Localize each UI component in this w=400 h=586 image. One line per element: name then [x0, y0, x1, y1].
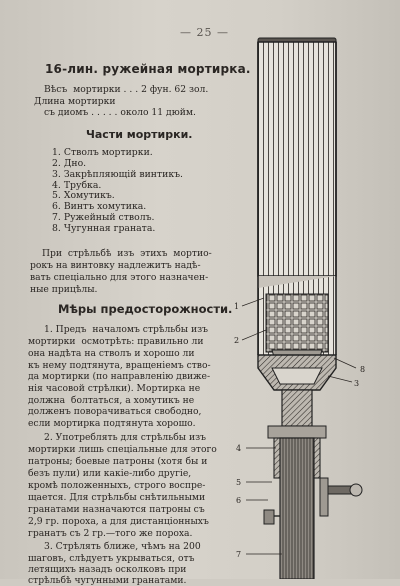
rule-line: должна болтаться, а хомутикъ не — [28, 395, 195, 406]
mortar-barrel — [258, 38, 336, 355]
rule-line: 3. Стрѣлять ближе, чѣмъ на 200 — [44, 541, 201, 552]
rule-line: да мортирки (по направленію движе- — [28, 371, 211, 382]
rifle-barrel — [264, 438, 314, 579]
figure-label: 6 — [236, 496, 242, 505]
figure-label: 2 — [234, 336, 240, 345]
rule-line: стрѣльбѣ чугунными гранатами. — [28, 575, 187, 586]
rule-line: 1. Предъ началомъ стрѣльбы изъ — [44, 324, 209, 335]
list-item: 2. Дно. — [52, 157, 87, 169]
mortar-drawing — [228, 30, 400, 579]
section-title: 16-лин. ружейная мортирка. — [45, 62, 251, 76]
rule-line: шаговъ, слѣдуетъ укрываться, отъ — [28, 553, 195, 564]
figure-label: 3 — [354, 379, 360, 388]
mortar-base — [258, 355, 336, 426]
rule-line: летящихъ назадъ осколковъ при — [28, 564, 187, 575]
list-item: 6. Винтъ хомутика. — [52, 201, 147, 213]
intro-line: рокъ на винтовку надлежитъ надѣ- — [30, 260, 201, 271]
rule-line: гранатъ съ 2 гр.—того же пороха. — [28, 528, 193, 539]
page-number: — 25 — — [180, 26, 229, 39]
rule-line: 2. Употреблять для стрѣльбы изъ — [44, 432, 206, 443]
figure-label: 4 — [236, 444, 242, 453]
parts-title: Части мортирки. — [86, 128, 193, 141]
intro-line: ные прицѣлы. — [30, 284, 98, 295]
rule-line: нія часовой стрѣлки). Мортирка не — [28, 383, 201, 394]
figure-label: 1 — [234, 302, 240, 311]
rule-line: патроны; боевые патроны (хотя бы и — [28, 456, 208, 467]
rule-line: если мортирка подтянута хорошо. — [28, 418, 196, 429]
rule-line: мортирки лишь спеціальные для этого — [28, 444, 217, 455]
spec-length-value: съ диомъ . . . . . около 11 дюйм. — [44, 107, 196, 118]
parts-list — [52, 148, 183, 235]
rule-line: мортирки осмотрѣть: правильно ли — [28, 336, 204, 347]
list-item: 4. Трубка. — [52, 179, 102, 191]
precautions-title: Мѣры предосторожности. — [58, 302, 233, 316]
rule-line: къ нему подтянута, вращеніемъ ство- — [28, 360, 211, 371]
rule-line: щается. Для стрѣльбы снѣтильными — [28, 492, 206, 503]
rule-line: гранатами назначаются патроны съ — [28, 504, 205, 515]
intro-line: вать спеціально для этого назначен- — [30, 272, 209, 283]
list-item: 3. Закрѣпляющій винтикъ. — [52, 168, 184, 180]
list-item: 5. Хомутикъ. — [52, 190, 115, 202]
list-item: 8. Чугунная граната. — [52, 222, 156, 234]
figure-label: 7 — [236, 550, 242, 559]
rule-line: 2,9 гр. пороха, а для дистанціонныхъ — [28, 516, 209, 527]
rule-line: кромѣ положенныхъ, строго воспре- — [28, 480, 206, 491]
rule-line: долженъ поворачиваться свободно, — [28, 406, 202, 417]
figure-label: 8 — [360, 365, 366, 374]
list-item: 7. Ружейный стволъ. — [52, 212, 155, 224]
intro-line: При стрѣльбѣ изъ этихъ мортио- — [42, 248, 212, 259]
spec-length: Длина мортирки — [34, 96, 116, 107]
spec-weight: Вѣсъ мортирки . . . 2 фун. 62 зол. — [44, 84, 209, 95]
figure-label: 5 — [236, 478, 242, 487]
list-item: 1. Стволъ мортирки. — [52, 147, 153, 158]
rule-line: безъ пули) или какіе-либо другіе, — [28, 468, 192, 479]
rule-line: она надѣта на стволъ и хорошо ли — [28, 348, 195, 359]
